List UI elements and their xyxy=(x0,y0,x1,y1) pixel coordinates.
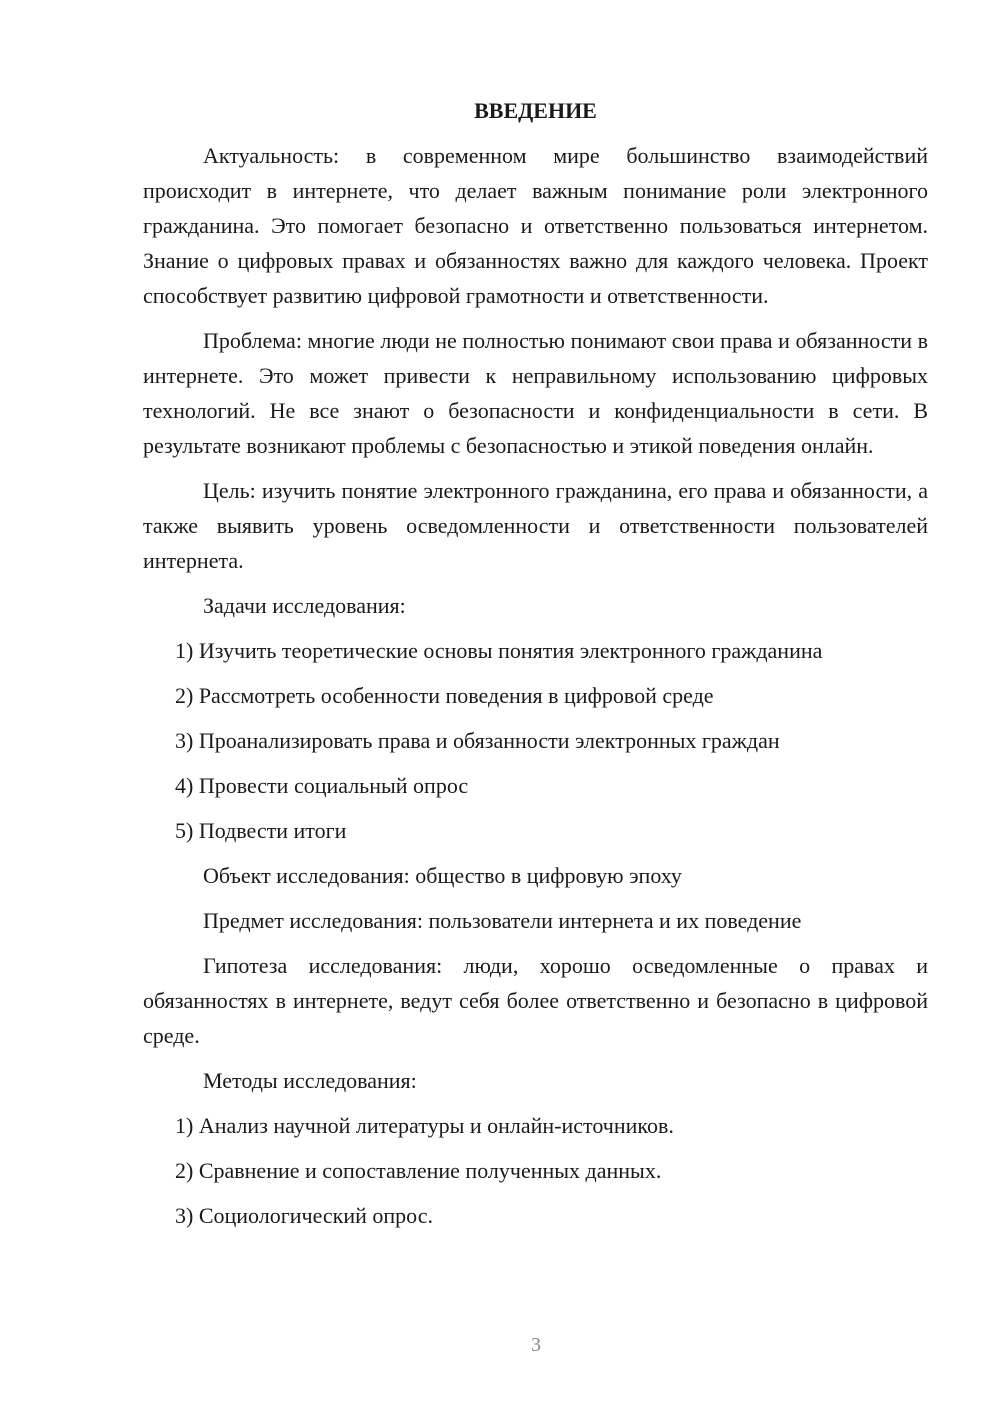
methods-heading: Методы исследования: xyxy=(203,1068,417,1093)
hypothesis-paragraph: Гипотеза исследования: люди, хорошо осведомленные о правах и обязанностях в интернете, ведут себя более ответственно и безопасно в цифровой среде. xyxy=(143,953,928,1048)
task-item: 3) Проанализировать права и обязанности электронных граждан xyxy=(175,728,780,753)
relevance-paragraph: Актуальность: в современном мире большинство взаимодействий происходит в интернете, что делает важным понимание роли электронного гражданина. Это помогает безопасно и ответственно пользоваться интернетом. Знание о цифровых правах и обязанностях важно для каждого человека. Проект способствует развитию цифровой грамотности и ответственности. xyxy=(143,143,928,308)
task-item: 4) Провести социальный опрос xyxy=(175,773,469,798)
methods-list xyxy=(143,1108,928,1233)
method-item: 3) Социологический опрос. xyxy=(175,1203,433,1228)
subject-line: Предмет исследования: пользователи интернета и их поведение xyxy=(203,908,802,933)
task-item: 5) Подвести итоги xyxy=(175,818,347,843)
method-item: 1) Анализ научной литературы и онлайн-источников. xyxy=(175,1113,674,1138)
task-item: 2) Рассмотреть особенности поведения в цифровой среде xyxy=(175,683,714,708)
page-number: 3 xyxy=(531,1334,541,1356)
page-content xyxy=(143,93,928,1243)
method-item: 2) Сравнение и сопоставление полученных данных. xyxy=(175,1158,662,1183)
tasks-list xyxy=(143,633,928,848)
tasks-heading: Задачи исследования: xyxy=(203,593,406,618)
object-line: Объект исследования: общество в цифровую эпоху xyxy=(203,863,682,888)
problem-paragraph: Проблема: многие люди не полностью понимают свои права и обязанности в интернете. Это может привести к неправильному использованию цифровых технологий. Не все знают о безопасности и конфиденциальности в сети. В результате возникают проблемы с безопасностью и этикой поведения онлайн. xyxy=(143,328,928,458)
page-title: ВВЕДЕНИЕ xyxy=(474,98,597,123)
task-item: 1) Изучить теоретические основы понятия электронного гражданина xyxy=(175,638,823,663)
goal-paragraph: Цель: изучить понятие электронного гражданина, его права и обязанности, а также выявить уровень осведомленности и ответственности пользователей интернета. xyxy=(143,478,928,573)
